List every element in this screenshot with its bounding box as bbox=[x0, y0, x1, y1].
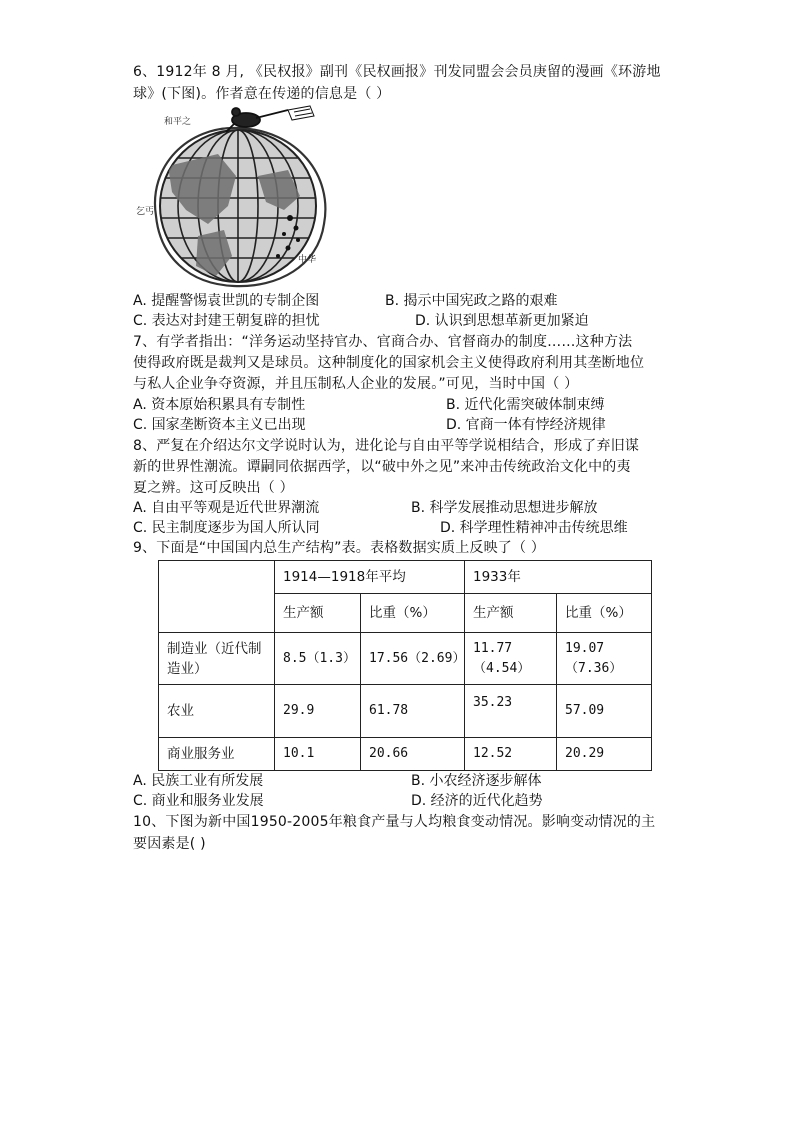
q9-option-d[interactable]: D. 经济的近代化趋势 bbox=[411, 793, 543, 809]
row-label-line-1: 制造业（近代制 bbox=[167, 640, 262, 657]
cartoon-label-bottom: 中华 bbox=[298, 255, 317, 265]
table-corner-cell bbox=[159, 561, 275, 633]
cell-commerce-output-2: 12.52 bbox=[465, 738, 557, 771]
q9-stem: 9、下面是“中国国内总生产结构”表。表格数据实质上反映了（ ） bbox=[133, 540, 546, 556]
q7-option-a[interactable]: A. 资本原始积累具有专制性 bbox=[133, 397, 306, 413]
globe-cartoon-illustration bbox=[138, 106, 338, 290]
q6-option-c[interactable]: C. 表达对封建王朝复辟的担忧 bbox=[133, 313, 320, 329]
q10-stem-line-2: 要因素是( ) bbox=[133, 836, 206, 852]
q8-option-d[interactable]: D. 科学理性精神冲击传统思维 bbox=[440, 520, 628, 536]
q7-option-d[interactable]: D. 官商一体有悖经济规律 bbox=[446, 417, 606, 433]
table-row-manufacturing bbox=[159, 633, 652, 685]
q8-option-a[interactable]: A. 自由平等观是近代世界潮流 bbox=[133, 500, 320, 516]
q7-stem-line-2: 使得政府既是裁判又是球员。这种制度化的国家机会主义使得政府利用其垄断地位 bbox=[133, 355, 645, 371]
cell-agriculture-share-1: 61.78 bbox=[361, 685, 465, 738]
table-row-commerce bbox=[159, 738, 652, 771]
q6-option-d[interactable]: D. 认识到思想革新更加紧迫 bbox=[415, 313, 589, 329]
cartoon-label-top: 和平之 bbox=[164, 117, 192, 127]
cell-commerce-share-1: 20.66 bbox=[361, 738, 465, 771]
header-output-1: 生产额 bbox=[275, 594, 361, 633]
row-label-agriculture: 农业 bbox=[159, 685, 275, 738]
cell-agriculture-share-2: 57.09 bbox=[557, 685, 652, 738]
q6-stem-line-1: 6、1912年 8 月, 《民权报》副刊《民权画报》刊发同盟会会员庚留的漫画《环游地 bbox=[133, 64, 661, 80]
row-label-line-2: 造业） bbox=[167, 660, 208, 677]
q8-option-b[interactable]: B. 科学发展推动思想进步解放 bbox=[411, 500, 598, 516]
cell-agriculture-output-1: 29.9 bbox=[275, 685, 361, 738]
q7-option-c[interactable]: C. 国家垄断资本主义已出现 bbox=[133, 417, 306, 433]
cell-manufacturing-output-2 bbox=[465, 633, 557, 685]
q10-stem-line-1: 10、下图为新中国1950-2005年粮食产量与人均粮食变动情况。影响变动情况的主 bbox=[133, 814, 656, 830]
q9-option-a[interactable]: A. 民族工业有所发展 bbox=[133, 773, 264, 789]
cell-value-line-1: 11.77 bbox=[473, 640, 513, 656]
header-share-2: 比重（%） bbox=[557, 594, 652, 633]
cell-value-line-2: （4.54） bbox=[473, 660, 531, 676]
q8-stem-line-1: 8、严复在介绍达尔文学说时认为，进化论与自由平等学说相结合，形成了弃旧谋 bbox=[133, 438, 640, 454]
cell-agriculture-output-2: 35.23 bbox=[465, 685, 557, 738]
cell-commerce-output-1: 10.1 bbox=[275, 738, 361, 771]
q7-option-b[interactable]: B. 近代化需突破体制束缚 bbox=[446, 397, 605, 413]
cartoon-label-left: 乞丐 bbox=[136, 207, 155, 217]
header-period-1933: 1933年 bbox=[465, 561, 652, 594]
q7-stem-line-3: 与私人企业争夺资源，并且压制私人企业的发展。”可见，当时中国（ ） bbox=[133, 376, 579, 392]
row-label-commerce: 商业服务业 bbox=[159, 738, 275, 771]
q9-option-b[interactable]: B. 小农经济逐步解体 bbox=[411, 773, 542, 789]
header-share-1: 比重（%） bbox=[361, 594, 465, 633]
q6-option-b[interactable]: B. 揭示中国宪政之路的艰难 bbox=[385, 293, 558, 309]
cell-manufacturing-share-2 bbox=[557, 633, 652, 685]
q8-stem-line-2: 新的世界性潮流。谭嗣同依据西学，以“破中外之见”来冲击传统政治文化中的夷 bbox=[133, 459, 631, 475]
q9-option-c[interactable]: C. 商业和服务业发展 bbox=[133, 793, 264, 809]
table-header-row-1 bbox=[159, 561, 652, 594]
gdp-structure-table bbox=[158, 560, 652, 771]
q8-stem-line-3: 夏之辨。这可反映出（ ） bbox=[133, 480, 294, 496]
cell-value-line-2: （7.36） bbox=[565, 660, 623, 676]
cell-manufacturing-output-1: 8.5（1.3） bbox=[275, 633, 361, 685]
cell-commerce-share-2: 20.29 bbox=[557, 738, 652, 771]
cell-manufacturing-share-1: 17.56（2.69） bbox=[361, 633, 465, 685]
q8-option-c[interactable]: C. 民主制度逐步为国人所认同 bbox=[133, 520, 320, 536]
cell-value-line-1: 19.07 bbox=[565, 640, 605, 656]
header-period-1914-1918: 1914—1918年平均 bbox=[275, 561, 465, 594]
row-label-manufacturing bbox=[159, 633, 275, 685]
table-row-agriculture bbox=[159, 685, 652, 738]
header-output-2: 生产额 bbox=[465, 594, 557, 633]
q6-stem-line-2: 球》(下图)。作者意在传递的信息是（ ） bbox=[133, 86, 391, 102]
q6-option-a[interactable]: A. 提醒警惕袁世凯的专制企图 bbox=[133, 293, 320, 309]
q7-stem-line-1: 7、有学者指出：“洋务运动坚持官办、官商合办、官督商办的制度……这种方法 bbox=[133, 334, 633, 350]
